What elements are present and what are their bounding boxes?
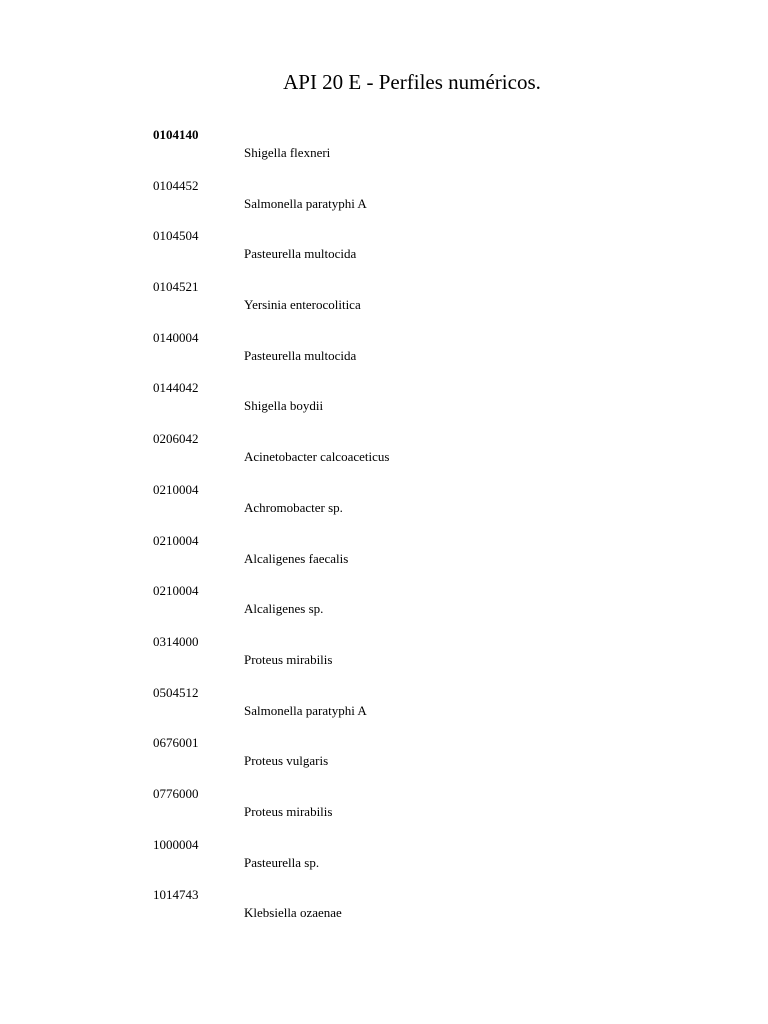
profile-entry bbox=[0, 582, 768, 633]
species-name: Proteus vulgaris bbox=[244, 753, 329, 769]
profile-entry bbox=[0, 126, 768, 177]
profile-code: 0104452 bbox=[153, 177, 199, 193]
profile-entry bbox=[0, 329, 768, 380]
profile-code: 0210004 bbox=[153, 583, 199, 599]
profile-code: 0210004 bbox=[153, 481, 199, 497]
profile-code: 0140004 bbox=[153, 329, 199, 345]
profile-entry bbox=[0, 278, 768, 329]
profile-code: 0104504 bbox=[153, 228, 199, 244]
profile-code: 1014743 bbox=[153, 887, 199, 903]
profile-entry bbox=[0, 379, 768, 430]
profile-code: 0776000 bbox=[153, 785, 199, 801]
profile-entry bbox=[0, 481, 768, 532]
profile-entry bbox=[0, 177, 768, 228]
species-name: Achromobacter sp. bbox=[244, 499, 343, 515]
page-title: API 20 E - Perfiles numéricos. bbox=[283, 70, 541, 94]
species-name: Pasteurella multocida bbox=[244, 347, 357, 363]
species-name: Pasteurella sp. bbox=[244, 854, 320, 870]
profile-code: 0206042 bbox=[153, 431, 199, 447]
species-name: Proteus mirabilis bbox=[244, 651, 333, 667]
profile-code: 0210004 bbox=[153, 532, 199, 548]
profile-code: 1000004 bbox=[153, 836, 199, 852]
species-name: Proteus mirabilis bbox=[244, 803, 333, 819]
species-name: Alcaligenes sp. bbox=[244, 601, 324, 617]
profile-entry bbox=[0, 734, 768, 785]
species-name: Pasteurella multocida bbox=[244, 246, 357, 262]
profile-code: 0104140 bbox=[153, 127, 199, 142]
species-name: Yersinia enterocolitica bbox=[244, 297, 361, 313]
profile-code: 0504512 bbox=[153, 684, 199, 700]
species-name: Shigella boydii bbox=[244, 398, 324, 414]
profile-entry bbox=[0, 532, 768, 583]
profile-entry bbox=[0, 836, 768, 887]
profile-entry bbox=[0, 684, 768, 735]
profile-code: 0676001 bbox=[153, 735, 199, 751]
species-name: Klebsiella ozaenae bbox=[244, 905, 342, 921]
species-name: Shigella flexneri bbox=[244, 145, 331, 160]
species-name: Salmonella paratyphi A bbox=[244, 195, 367, 211]
profile-list bbox=[0, 126, 768, 937]
profile-code: 0144042 bbox=[153, 380, 199, 396]
species-name: Acinetobacter calcoaceticus bbox=[244, 449, 390, 465]
species-name: Salmonella paratyphi A bbox=[244, 702, 367, 718]
profile-entry bbox=[0, 430, 768, 481]
species-name: Alcaligenes faecalis bbox=[244, 550, 349, 566]
profile-entry bbox=[0, 227, 768, 278]
profile-code: 0104521 bbox=[153, 279, 199, 295]
profile-code: 0314000 bbox=[153, 633, 199, 649]
profile-entry bbox=[0, 785, 768, 836]
profile-entry bbox=[0, 886, 768, 937]
profile-entry bbox=[0, 633, 768, 684]
